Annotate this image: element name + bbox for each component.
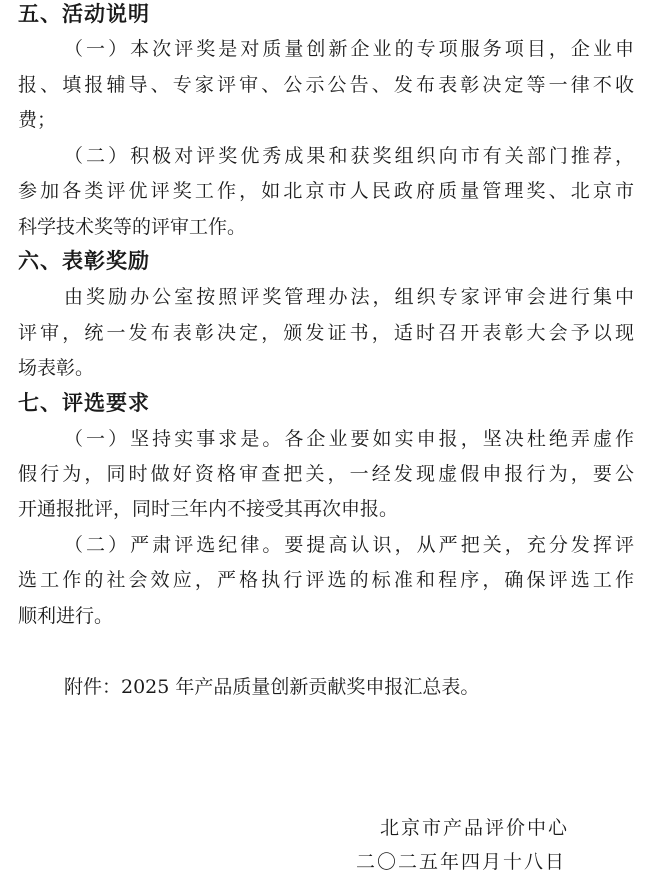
paragraph-line: （二）积极对评奖优秀成果和获奖组织向市有关部门推荐， xyxy=(64,145,634,167)
paragraph-line: 科学技术奖等的评审工作。 xyxy=(18,216,247,238)
section-heading: 五、活动说明 xyxy=(18,2,150,26)
attachment-note: 附件：2025 年产品质量创新贡献奖申报汇总表。 xyxy=(64,676,480,698)
signature-date: 二〇二五年四月十八日 xyxy=(356,851,567,873)
paragraph-line: 报、填报辅导、专家评审、公示公告、发布表彰决定等一律不收 xyxy=(18,74,634,96)
paragraph-line: 场表彰。 xyxy=(18,357,95,379)
paragraph-line: （一）坚持实事求是。各企业要如实申报，坚决杜绝弄虚作 xyxy=(64,428,634,450)
paragraph-line: （二）严肃评选纪律。要提高认识，从严把关，充分发挥评 xyxy=(64,534,634,556)
paragraph-line: 评审，统一发布表彰决定，颁发证书，适时召开表彰大会予以现 xyxy=(18,322,634,344)
paragraph-line: 假行为，同时做好资格审查把关，一经发现虚假申报行为，要公 xyxy=(18,463,634,485)
paragraph-line: （一）本次评奖是对质量创新企业的专项服务项目，企业申 xyxy=(64,38,634,60)
paragraph-line: 由奖励办公室按照评奖管理办法，组织专家评审会进行集中 xyxy=(64,286,634,308)
paragraph-line: 参加各类评优评奖工作，如北京市人民政府质量管理奖、北京市 xyxy=(18,180,634,202)
signature-org: 北京市产品评价中心 xyxy=(380,817,570,839)
section-heading: 七、评选要求 xyxy=(18,391,150,415)
section-heading: 六、表彰奖励 xyxy=(18,249,150,273)
paragraph-line: 费； xyxy=(18,109,57,131)
paragraph-line: 顺利进行。 xyxy=(18,605,114,627)
paragraph-line: 开通报批评，同时三年内不接受其再次申报。 xyxy=(18,498,399,520)
paragraph-line: 选工作的社会效应，严格执行评选的标准和程序，确保评选工作 xyxy=(18,569,634,591)
